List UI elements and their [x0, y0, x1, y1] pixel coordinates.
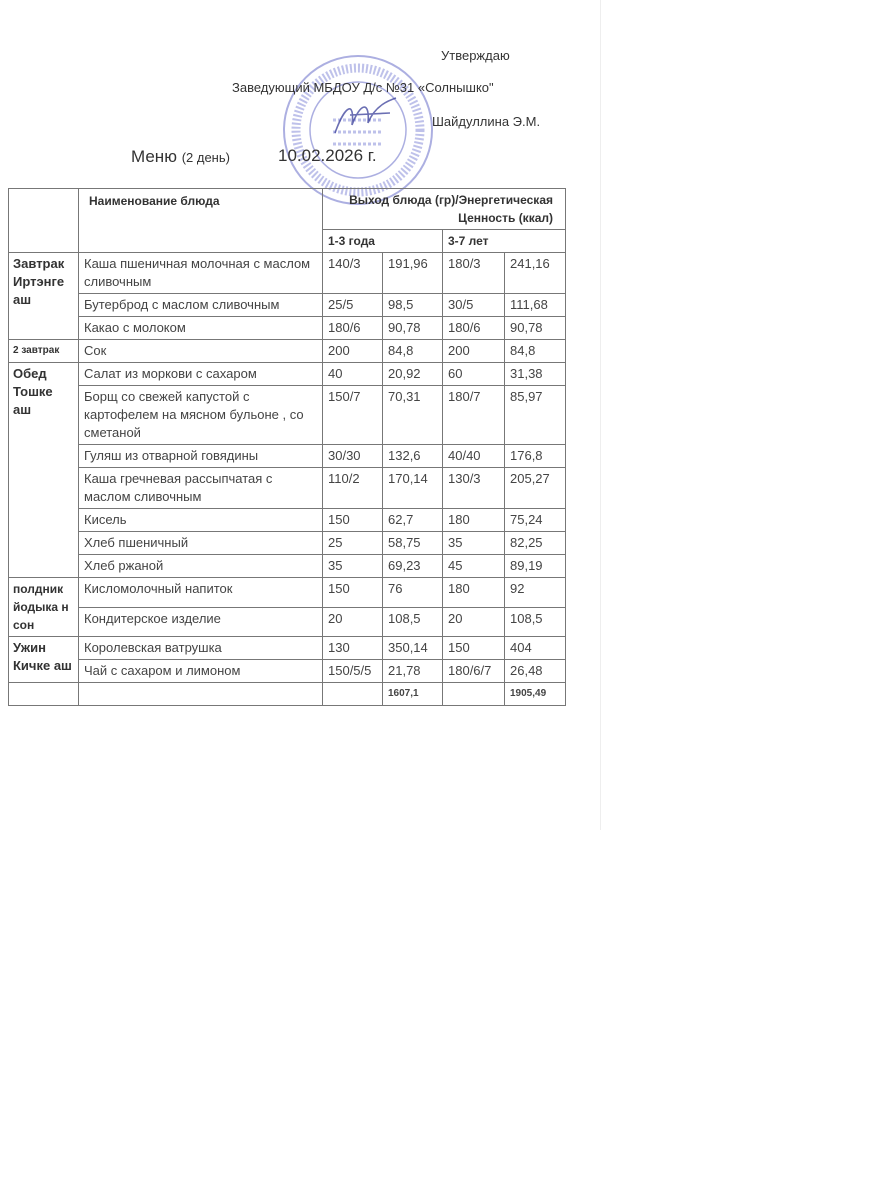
portion-3-7: 60 — [443, 363, 505, 386]
kcal-3-7: 404 — [505, 637, 566, 660]
header-output: Выход блюда (гр)/Энергетическая Ценность (ккал) — [323, 189, 566, 230]
portion-3-7: 45 — [443, 555, 505, 578]
dish-name: Хлеб ржаной — [79, 555, 323, 578]
portion-1-3: 150/7 — [323, 386, 383, 445]
table-row — [9, 253, 566, 294]
portion-1-3: 150 — [323, 578, 383, 608]
portion-1-3: 40 — [323, 363, 383, 386]
total-empty — [79, 683, 323, 706]
dish-name: Хлеб пшеничный — [79, 532, 323, 555]
portion-3-7: 180/7 — [443, 386, 505, 445]
dish-name: Чай с сахаром и лимоном — [79, 660, 323, 683]
dish-name: Бутерброд с маслом сливочным — [79, 294, 323, 317]
kcal-1-3: 21,78 — [383, 660, 443, 683]
kcal-3-7: 26,48 — [505, 660, 566, 683]
portion-3-7: 20 — [443, 607, 505, 637]
total-empty — [9, 683, 79, 706]
dish-name: Королевская ватрушка — [79, 637, 323, 660]
portion-1-3: 110/2 — [323, 468, 383, 509]
portion-3-7: 200 — [443, 340, 505, 363]
table-row — [9, 363, 566, 386]
table-row — [9, 509, 566, 532]
meal-label: Завтрак Иртэнге аш — [9, 253, 79, 340]
portion-3-7: 180/6/7 — [443, 660, 505, 683]
kcal-3-7: 111,68 — [505, 294, 566, 317]
kcal-1-3: 84,8 — [383, 340, 443, 363]
portion-3-7: 180/6 — [443, 317, 505, 340]
dish-name: Кисломолочный напиток — [79, 578, 323, 608]
menu-table — [8, 188, 566, 706]
kcal-3-7: 205,27 — [505, 468, 566, 509]
table-row — [9, 555, 566, 578]
head-position: Заведующий МБДОУ Д/с №31 «Солнышко" — [232, 80, 494, 95]
menu-date: 10.02.2026 г. — [278, 146, 377, 165]
kcal-3-7: 89,19 — [505, 555, 566, 578]
kcal-3-7: 31,38 — [505, 363, 566, 386]
table-row — [9, 294, 566, 317]
kcal-3-7: 92 — [505, 578, 566, 608]
kcal-1-3: 69,23 — [383, 555, 443, 578]
kcal-3-7: 82,25 — [505, 532, 566, 555]
portion-3-7: 30/5 — [443, 294, 505, 317]
table-row — [9, 468, 566, 509]
dish-name: Какао с молоком — [79, 317, 323, 340]
portion-1-3: 130 — [323, 637, 383, 660]
kcal-1-3: 350,14 — [383, 637, 443, 660]
kcal-1-3: 58,75 — [383, 532, 443, 555]
portion-1-3: 200 — [323, 340, 383, 363]
kcal-1-3: 76 — [383, 578, 443, 608]
header-dish: Наименование блюда — [79, 189, 323, 253]
dish-name: Каша пшеничная молочная с маслом сливочным — [79, 253, 323, 294]
table-row — [9, 340, 566, 363]
total-kcal-1-3: 1607,1 — [383, 683, 443, 706]
portion-1-3: 35 — [323, 555, 383, 578]
kcal-3-7: 90,78 — [505, 317, 566, 340]
portion-1-3: 140/3 — [323, 253, 383, 294]
header-meal-cell — [9, 189, 79, 253]
table-row — [9, 578, 566, 608]
kcal-1-3: 90,78 — [383, 317, 443, 340]
dish-name: Сок — [79, 340, 323, 363]
portion-1-3: 30/30 — [323, 445, 383, 468]
dish-name: Кондитерское изделие — [79, 607, 323, 637]
table-row — [9, 317, 566, 340]
kcal-3-7: 241,16 — [505, 253, 566, 294]
table-row — [9, 607, 566, 637]
kcal-1-3: 70,31 — [383, 386, 443, 445]
portion-3-7: 180 — [443, 578, 505, 608]
total-empty — [323, 683, 383, 706]
table-row — [9, 445, 566, 468]
kcal-3-7: 84,8 — [505, 340, 566, 363]
portion-3-7: 180/3 — [443, 253, 505, 294]
header-age-3-7: 3-7 лет — [443, 230, 566, 253]
meal-label: 2 завтрак — [9, 340, 79, 363]
kcal-3-7: 176,8 — [505, 445, 566, 468]
table-row — [9, 532, 566, 555]
menu-title — [131, 147, 230, 167]
meal-label: Ужин Кичке аш — [9, 637, 79, 683]
table-header-row — [9, 189, 566, 230]
portion-3-7: 40/40 — [443, 445, 505, 468]
kcal-1-3: 20,92 — [383, 363, 443, 386]
portion-3-7: 180 — [443, 509, 505, 532]
dish-name: Кисель — [79, 509, 323, 532]
kcal-3-7: 108,5 — [505, 607, 566, 637]
dish-name: Гуляш из отварной говядины — [79, 445, 323, 468]
meal-label: Обед Тошке аш — [9, 363, 79, 578]
menu-day: (2 день) — [181, 150, 230, 165]
kcal-3-7: 85,97 — [505, 386, 566, 445]
kcal-1-3: 62,7 — [383, 509, 443, 532]
portion-3-7: 35 — [443, 532, 505, 555]
signer-name: Шайдуллина Э.М. — [432, 114, 541, 129]
total-row — [9, 683, 566, 706]
portion-1-3: 25 — [323, 532, 383, 555]
dish-name: Каша гречневая рассыпчатая с маслом сливочным — [79, 468, 323, 509]
portion-1-3: 150 — [323, 509, 383, 532]
kcal-1-3: 98,5 — [383, 294, 443, 317]
approval-label: Утверждаю — [441, 48, 510, 63]
dish-name: Салат из моркови с сахаром — [79, 363, 323, 386]
portion-1-3: 180/6 — [323, 317, 383, 340]
signature — [330, 95, 400, 140]
menu-title-text: Меню — [131, 147, 177, 166]
kcal-3-7: 75,24 — [505, 509, 566, 532]
portion-1-3: 25/5 — [323, 294, 383, 317]
portion-1-3: 20 — [323, 607, 383, 637]
portion-1-3: 150/5/5 — [323, 660, 383, 683]
kcal-1-3: 108,5 — [383, 607, 443, 637]
kcal-1-3: 132,6 — [383, 445, 443, 468]
portion-3-7: 130/3 — [443, 468, 505, 509]
kcal-1-3: 191,96 — [383, 253, 443, 294]
header-age-1-3: 1-3 года — [323, 230, 443, 253]
portion-3-7: 150 — [443, 637, 505, 660]
total-empty — [443, 683, 505, 706]
kcal-1-3: 170,14 — [383, 468, 443, 509]
scan-edge-line — [600, 0, 601, 830]
table-row — [9, 386, 566, 445]
total-kcal-3-7: 1905,49 — [505, 683, 566, 706]
table-row — [9, 660, 566, 683]
table-row — [9, 637, 566, 660]
dish-name: Борщ со свежей капустой с картофелем на мясном бульоне , со сметаной — [79, 386, 323, 445]
meal-label: полдник йодыка н сон — [9, 578, 79, 637]
